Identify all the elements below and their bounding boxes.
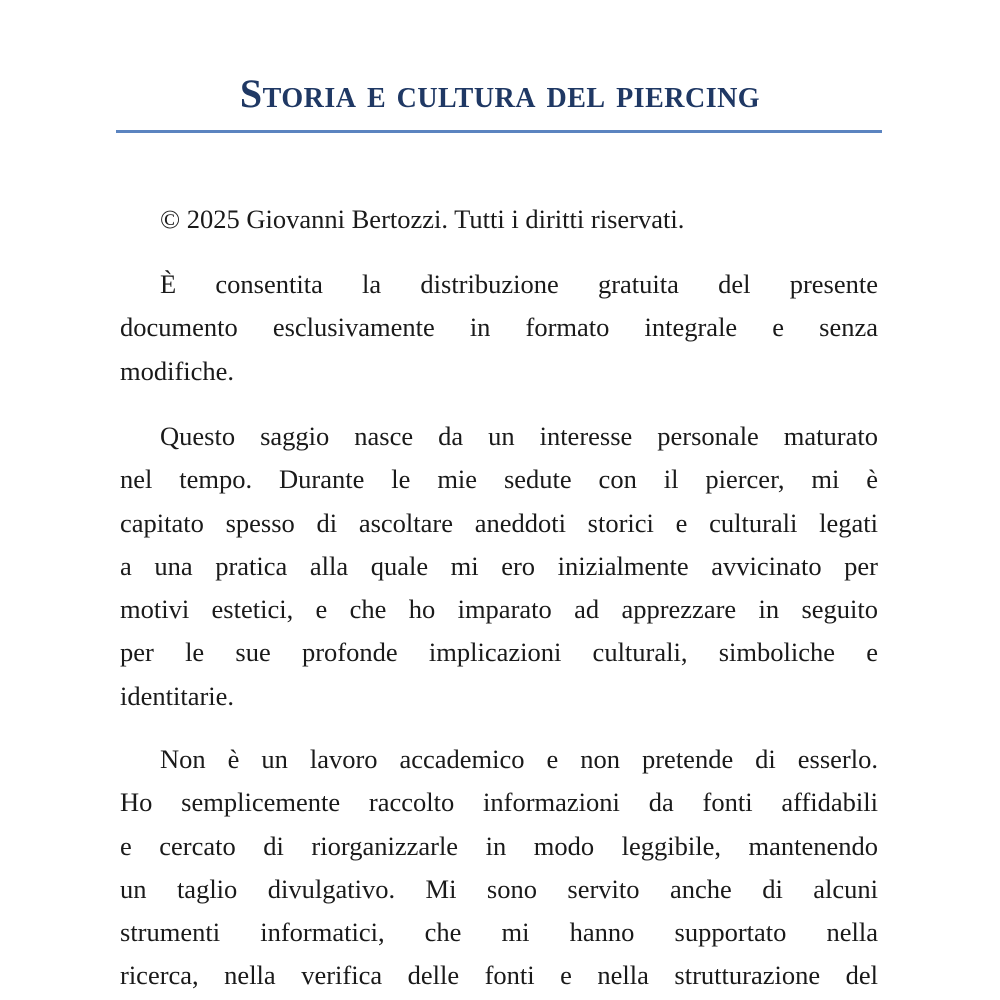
text-line: modifiche. <box>120 355 235 386</box>
text-line: Questo saggio nasce da un interesse personale maturato <box>160 421 878 451</box>
text-line: capitato spesso di ascoltare aneddoti storici e culturali legati <box>120 507 878 538</box>
text-line: motivi estetici, e che ho imparato ad apprezzare in seguito <box>120 594 878 625</box>
text-line: documento esclusivamente in formato integrale e senza <box>120 312 878 343</box>
method-paragraph <box>120 738 878 998</box>
text-line: strumenti informatici, che mi hanno supportato nella <box>120 917 878 948</box>
text-line: e cercato di riorganizzarle in modo leggibile, mantenendo <box>120 830 878 861</box>
text-line: ricerca, nella verifica delle fonti e nella strutturazione del <box>120 960 878 991</box>
text-line: Non è un lavoro accademico e non pretende di esserlo. <box>160 744 878 774</box>
text-line: un taglio divulgativo. Mi sono servito anche di alcuni <box>120 873 878 904</box>
intro-paragraph <box>120 415 878 718</box>
copyright-paragraph <box>120 198 878 241</box>
title-divider <box>116 130 882 133</box>
text-line: Ho semplicemente raccolto informazioni da fonti affidabili <box>120 787 878 818</box>
text-line: nel tempo. Durante le mie sedute con il piercer, mi è <box>120 464 878 495</box>
text-line: a una pratica alla quale mi ero inizialmente avvicinato per <box>120 550 878 581</box>
text-line: per le sue profonde implicazioni culturali, simboliche e <box>120 637 878 668</box>
license-paragraph <box>120 263 878 393</box>
text-line: © 2025 Giovanni Bertozzi. Tutti i diritti riservati. <box>160 204 685 234</box>
text-line: È consentita la distribuzione gratuita del presente <box>160 269 878 299</box>
text-line: identitarie. <box>120 680 235 711</box>
page-title: Storia e cultura del piercing <box>239 71 761 116</box>
